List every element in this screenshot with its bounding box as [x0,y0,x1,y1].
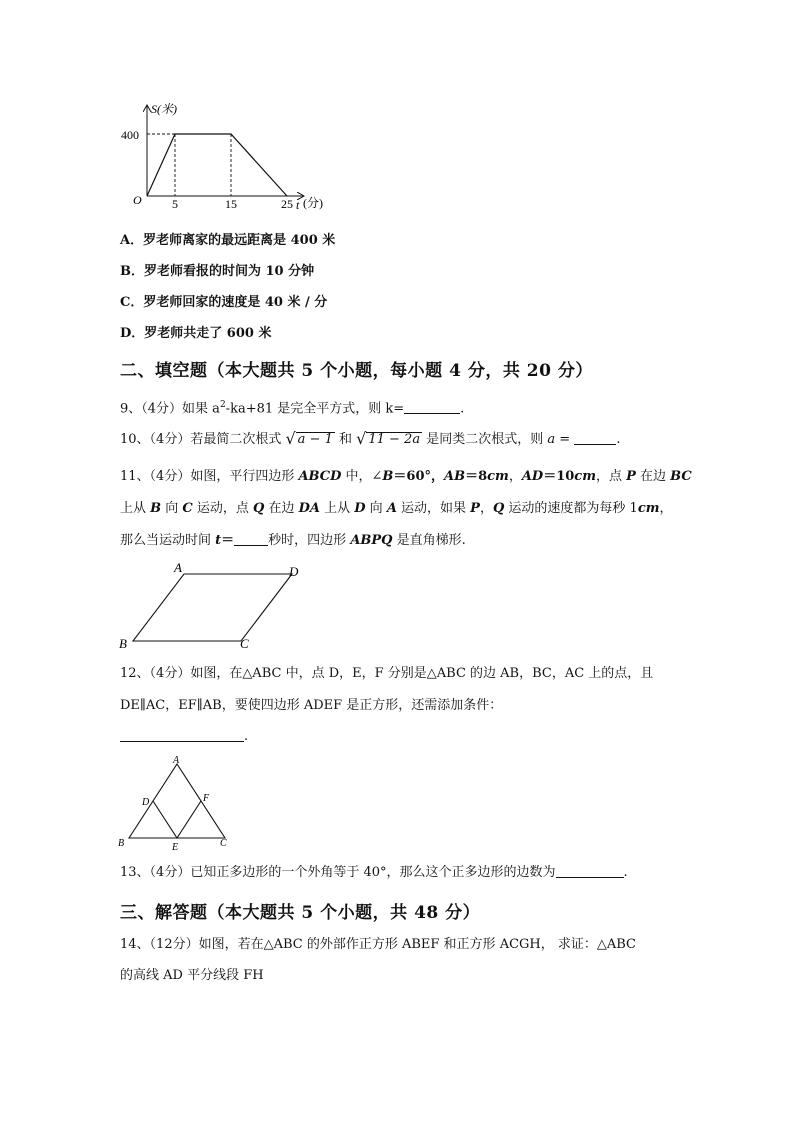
vertex-c-label: C [240,636,249,651]
q11-text: ＝60°， [393,469,445,484]
question-14-line-1: 14、（12分）如图，若在△ABC 的外部作正方形 ABEF 和正方形 ACGH， 求证：△ABC [120,937,637,952]
q11-var: t [215,533,222,548]
question-12-line-3 [120,727,248,746]
q10-answer-blank[interactable] [574,430,616,445]
tri-a-label: A [173,755,180,766]
quadrilateral-d-e-f [153,801,201,838]
q10-variable: a = [547,432,571,447]
radical-sign-icon: √ [285,429,296,448]
question-14-line-2: 的高线 AD 平分线段 FH [120,968,264,983]
q9-prefix: 9、（4分）如果 a [120,401,220,417]
parallelogram-figure [112,560,312,655]
option-c: C．罗老师回家的速度是 40 米 / 分 [120,295,328,310]
question-9 [120,396,464,418]
q11-text: 向 [161,501,183,516]
tri-b-label: B [118,838,125,849]
q12-answer-blank[interactable] [120,727,244,742]
q11-text: 在边 [264,501,299,516]
q11-text: 那么当运动时间 [120,533,216,548]
q11-var: D [354,501,366,516]
q11-text: 是直角梯形. [392,533,466,548]
vertex-d-label: D [289,564,299,579]
q11-text: ＝8 [465,469,488,484]
q11-var: ABCD [298,469,342,484]
q10-mid: 和 [339,432,353,447]
y-tick-400: 400 [121,128,139,142]
q11-text: 秒时，四边形 [268,533,351,548]
q11-text: ， [479,501,493,516]
q11-var: Q [253,501,265,516]
x-axis-unit: (分) [303,196,323,210]
origin-label: O [133,193,142,207]
q11-text: 11、（4分）如图，平行四边形 [120,469,299,484]
question-13 [120,863,628,882]
vertex-b-label: B [119,636,127,651]
option-a: A．罗老师离家的最远距离是 400 米 [120,233,336,248]
q13-end: . [623,865,628,880]
y-axis-label: S(米) [151,102,177,116]
tri-c-label: C [220,838,227,849]
q10-radicand-1: a − 1 [297,432,333,447]
q11-text: ＝ [221,533,235,548]
x-tick-5: 5 [172,197,178,211]
q11-text: 上从 [120,501,151,516]
question-10 [120,430,620,449]
tri-f-label: F [203,793,210,804]
q11-unit: cm [574,469,596,484]
q10-prefix: 10、（4分）若最简二次根式 [120,432,282,447]
x-axis-label: t [296,198,300,212]
q11-text: 运动的速度都为每秒 1 [504,501,638,516]
q10-suffix: 是同类二次根式，则 [426,432,544,447]
q11-text: ， [508,469,522,484]
q11-var: C [182,501,193,516]
q11-text: ，点 [595,469,627,484]
q11-var: P [626,469,636,484]
distance-time-graph [121,100,335,215]
q11-text: 向 [365,501,387,516]
q9-suffix: -ka+81 是完全平方式，则 k= [225,401,405,417]
q11-var: B [382,469,394,484]
q11-var: DA [298,501,320,516]
q11-var: BC [670,469,692,484]
q11-answer-blank[interactable] [234,531,268,546]
q11-var: P [470,501,480,516]
q11-unit: cm [637,501,660,516]
tri-d-label: D [142,797,150,808]
q9-end: . [460,401,465,417]
section-fill-in-header: 二、填空题（本大题共 5 个小题，每小题 4 分，共 20 分） [120,361,593,381]
question-11-line-2 [120,500,673,518]
section-solve-header: 三、解答题（本大题共 5 个小题，共 48 分） [120,903,481,923]
q13-text: 13、（4分）已知正多边形的一个外角等于 40°，那么这个正多边形的边数为 [120,865,556,880]
q11-var: AB [444,469,466,484]
q11-text: 在边 [635,469,671,484]
vertex-a-label: A [174,560,182,575]
q9-answer-blank[interactable] [404,399,460,414]
q11-var: B [150,501,162,516]
option-d: D．罗老师共走了 600 米 [120,326,272,341]
q10-end: . [616,432,621,447]
q11-var: AD [521,469,544,484]
parallelogram-abcd [133,574,292,641]
triangle-figure [112,752,237,852]
tri-e-label: E [172,842,179,853]
question-12-line-2: DE∥AC，EF∥AB，要使四边形 ADEF 是正方形，还需添加条件： [120,698,503,713]
q9-sup: 2 [219,400,226,410]
q11-var: A [386,501,397,516]
question-11-line-3 [120,531,466,550]
graph-line [147,134,287,196]
q11-unit: cm [487,469,509,484]
q11-text: ， [659,501,673,516]
q11-text: 运动，如果 [396,501,471,516]
question-12-line-1: 12、（4分）如图，在△ABC 中，点 D，E，F 分别是△ABC 的边 AB，BC，AC 上的点，且 [120,666,654,681]
q11-text: 上从 [320,501,355,516]
q11-text: ＝10 [543,469,575,484]
q11-text: 中，∠ [341,469,383,484]
option-b: B．罗老师看报的时间为 10 分钟 [120,264,315,279]
q11-var: Q [492,501,505,516]
question-11-line-1 [120,468,692,486]
q12-end: . [244,729,249,744]
q11-text: 运动，点 [192,501,254,516]
radical-sign-icon: √ [356,429,367,448]
q11-var: ABPQ [350,533,393,548]
q13-answer-blank[interactable] [556,863,624,878]
x-tick-25: 25 [281,197,293,211]
q10-radicand-2: 11 − 2a [368,432,421,447]
x-tick-15: 15 [225,197,237,211]
